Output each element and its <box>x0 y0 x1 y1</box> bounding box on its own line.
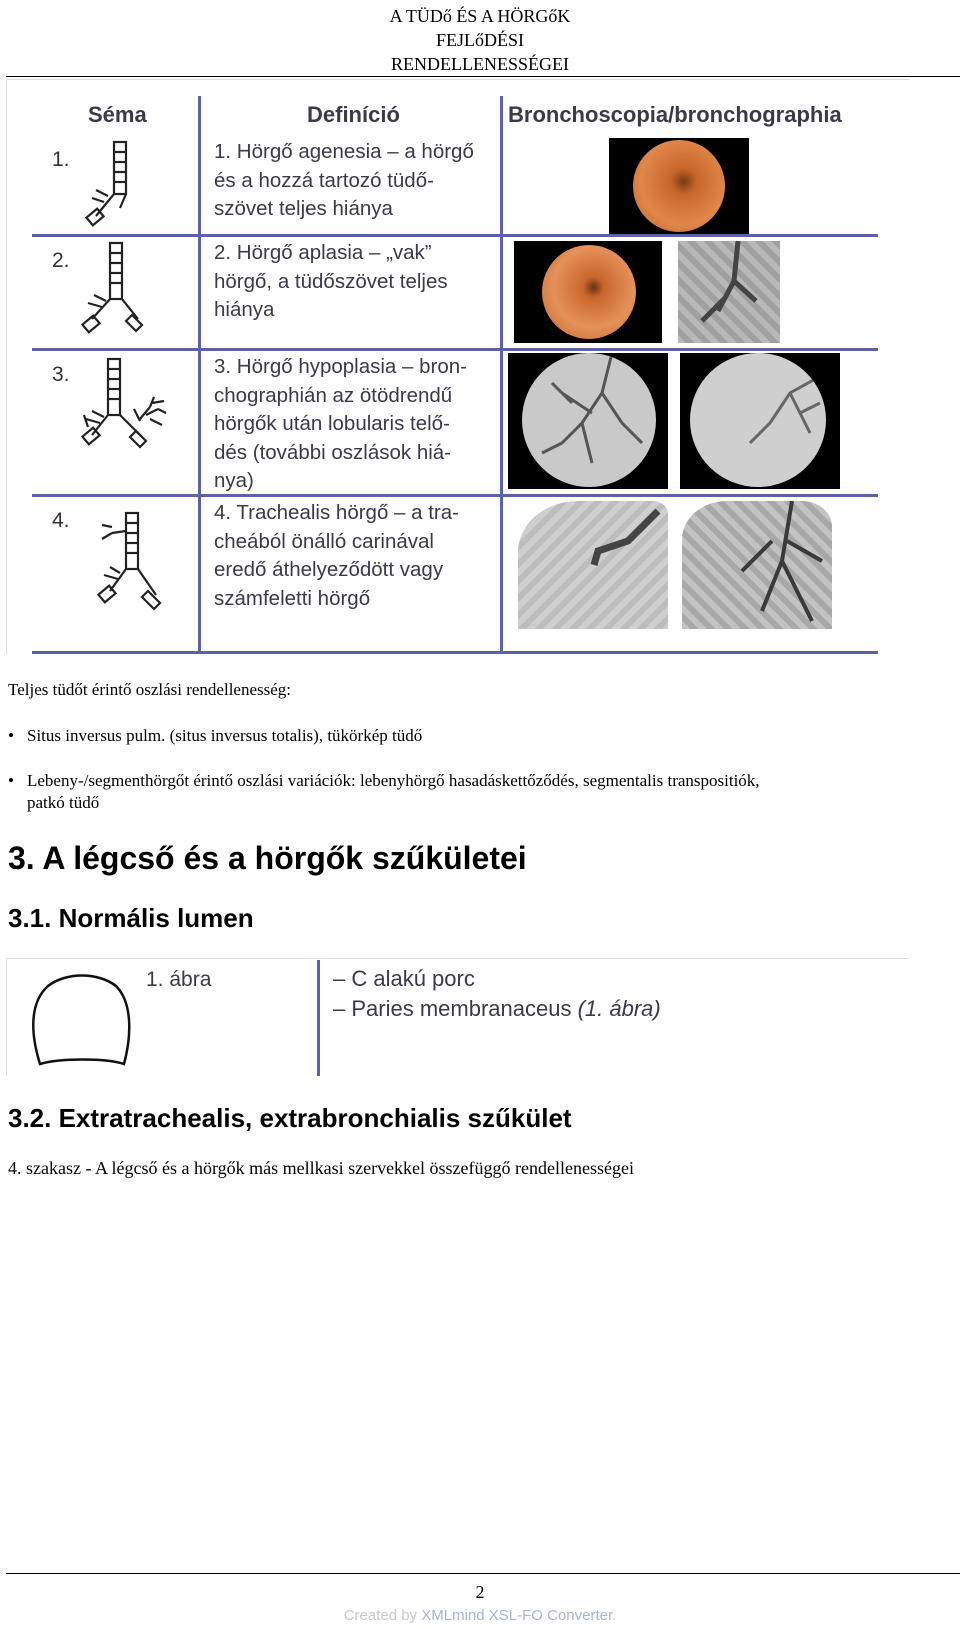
legend-item-reference: (1. ábra) <box>577 996 661 1021</box>
bronchography-photo <box>518 501 668 629</box>
footer-rule <box>6 1573 960 1574</box>
legend-item: – C alakú porc <box>333 966 475 991</box>
bronchography-photo <box>508 353 668 489</box>
definition-line: és a hozzá tartozó tüdő- <box>214 168 434 192</box>
page-number: 2 <box>475 1582 485 1602</box>
header-line-3: RENDELLENESSÉGEI <box>391 54 569 74</box>
credit-suffix: . <box>612 1607 617 1624</box>
header-rule <box>6 76 960 77</box>
row-number: 4. <box>52 509 70 532</box>
definition-line: hiánya <box>214 298 275 321</box>
table-row <box>32 237 878 348</box>
bronchial-tree-icon <box>678 241 780 343</box>
normal-lumen-figure <box>6 958 909 1076</box>
definition-line: hörgő, a tüdőszövet teljes <box>214 269 448 293</box>
bronchial-tree-icon <box>518 501 668 629</box>
col-header-bronchoscopy: Bronchoscopia/bronchographia <box>508 102 842 127</box>
list-item-line: Lebeny-/segmenthörgőt érintő oszlási variációk: lebenyhörgő hasadáskettőződés, segmentalis transpositiók, <box>27 771 760 790</box>
figure-frame-left <box>6 958 7 1076</box>
subsection-heading: 3.1. Normális lumen <box>8 903 254 933</box>
row-definition <box>214 499 514 613</box>
definition-line: chographián az ötödrendű <box>214 383 453 407</box>
aplasia-schema-icon <box>80 241 160 341</box>
header-line-1: A TÜDő ÉS A HÖRGőK <box>389 6 571 26</box>
tracheal-cross-section-icon <box>26 972 136 1072</box>
figure-frame-top <box>6 79 909 80</box>
col-header-schema: Séma <box>88 102 147 127</box>
definition-line: cheából önálló carinával <box>214 529 434 553</box>
definition-line: számfeletti hörgő <box>214 586 371 610</box>
bronchial-tree-icon <box>690 353 826 487</box>
bullet-marker: • <box>8 771 14 790</box>
definition-line: 4. Trachealis hörgő – a tra- <box>214 501 459 524</box>
definition-line: hörgők után lobularis telő- <box>214 412 450 435</box>
next-section-link[interactable]: 4. szakasz - A légcső és a hörgők más mellkasi szervekkel összefüggő rendellenességei <box>8 1158 634 1178</box>
figure-label: 1. ábra <box>146 968 212 991</box>
col-header-definition: Definíció <box>307 102 400 127</box>
bronchial-tree-icon <box>522 353 656 487</box>
row-definition <box>214 239 514 325</box>
list-item-line: patkó tüdő <box>27 793 100 812</box>
list-item-text <box>27 770 960 814</box>
figure-divider <box>317 960 320 1076</box>
intro-paragraph: Teljes tüdőt érintő oszlási rendellenesség: <box>8 680 292 699</box>
list-item-text: Situs inversus pulm. (situs inversus totalis), tükörkép tüdő <box>27 726 423 745</box>
definition-line: szövet teljes hiánya <box>214 197 393 220</box>
table-row <box>32 351 878 494</box>
definition-line: 3. Hörgő hypoplasia – bron- <box>214 355 467 378</box>
figure-frame-top <box>6 958 909 959</box>
credit-brand-link[interactable]: XMLmind XSL-FO Converter <box>421 1607 613 1624</box>
bullet-marker: • <box>8 726 14 745</box>
credit-prefix: Created by <box>343 1607 422 1624</box>
table-row <box>32 136 878 234</box>
figure-legend <box>333 964 661 1024</box>
definition-line: 2. Hörgő aplasia – „vak” <box>214 241 432 264</box>
tracheal-bronchus-schema-icon <box>90 511 180 615</box>
definition-line: dés (további oszlások hiá- <box>214 440 452 464</box>
table-row <box>32 497 878 651</box>
row-definition <box>214 353 514 496</box>
bronchoscopy-photo <box>514 241 662 343</box>
hypoplasia-schema-icon <box>80 357 180 457</box>
definition-line: eredő áthelyeződött vagy <box>214 558 444 581</box>
bronchography-photo <box>682 501 832 629</box>
generator-credit <box>0 1607 960 1624</box>
malformation-table-figure <box>32 96 878 656</box>
bronchography-photo <box>680 353 840 489</box>
header-line-2: FEJLőDÉSI <box>435 30 524 50</box>
row-number: 3. <box>52 363 70 386</box>
row-number: 1. <box>52 148 70 171</box>
row-number: 2. <box>52 249 70 272</box>
definition-line: nya) <box>214 469 254 492</box>
row-definition <box>214 138 514 224</box>
running-header <box>0 4 960 76</box>
row-separator <box>32 651 878 654</box>
bronchial-tree-icon <box>682 501 832 629</box>
bronchography-photo <box>678 241 780 343</box>
legend-item-text: – Paries membranaceus <box>333 996 572 1021</box>
section-heading: 3. A légcső és a hörgők szűkületei <box>8 840 527 876</box>
legend-item <box>333 994 661 1024</box>
agenesis-schema-icon <box>80 140 160 232</box>
bronchoscopy-photo <box>609 138 749 234</box>
figure-frame-left <box>6 79 7 654</box>
definition-line: 1. Hörgő agenesia – a hörgő <box>214 140 474 163</box>
table-header <box>32 96 878 136</box>
subsection-heading: 3.2. Extratrachealis, extrabronchialis szűkület <box>8 1103 572 1133</box>
